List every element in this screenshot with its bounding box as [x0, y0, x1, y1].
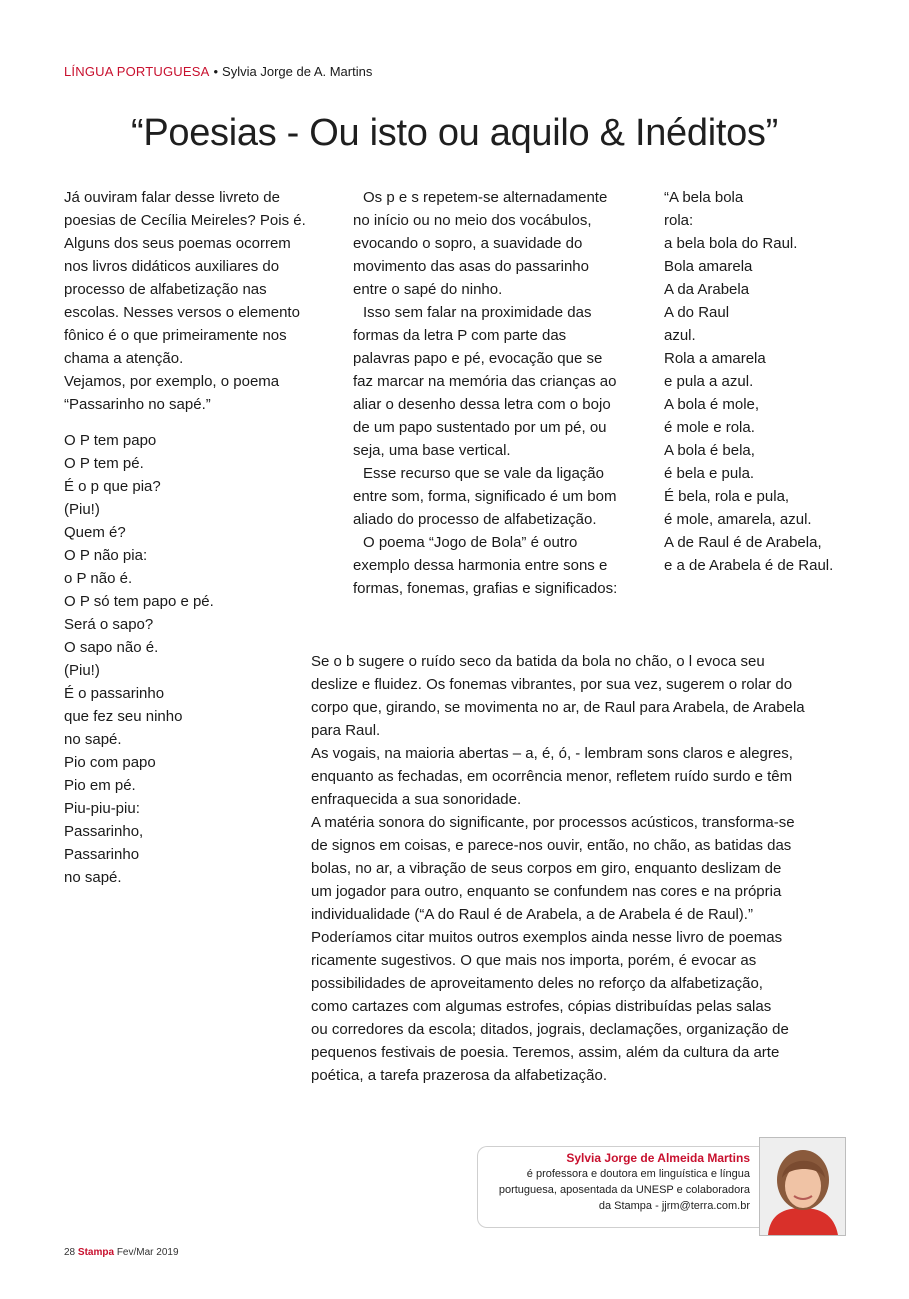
text-line: entre som, forma, significado é um bom [353, 488, 617, 505]
text-line: Quem é? [64, 524, 126, 541]
text-line: Alguns dos seus poemas ocorrem [64, 235, 291, 252]
text-line: um jogador para outro, enquanto se confundem nas cores e na própria [311, 883, 782, 900]
text-line: corpo que, girando, se movimenta no ar, de Raul para Arabela, de Arabela [311, 699, 805, 716]
text-line: é mole e rola. [664, 419, 755, 436]
text-line: pequenos festivais de poesia. Teremos, assim, além da cultura da arte [311, 1044, 780, 1061]
text-line: ou corredores da escola; ditados, jograis, declamações, organização de [311, 1021, 789, 1038]
text-line: como cartazes com algumas estrofes, cópias distribuídas pelas salas [311, 998, 772, 1015]
text-line: bolas, no ar, a vibração de seus corpos em giro, enquanto deslizam de [311, 860, 782, 877]
page-footer [64, 1247, 179, 1258]
text-line: e a de Arabela é de Raul. [664, 557, 834, 574]
poem-passarinho [64, 429, 314, 889]
text-line: A de Raul é de Arabela, [664, 534, 822, 551]
text-line: (Piu!) [64, 501, 100, 518]
text-line: As vogais, na maioria abertas – a, é, ó, - lembram sons claros e alegres, [311, 745, 793, 762]
text-line: no início ou no meio dos vocábulos, [353, 212, 592, 229]
text-line: A da Arabela [664, 281, 750, 298]
magazine-brand: Stampa [77, 1247, 115, 1258]
text-line: Isso sem falar na proximidade das [363, 304, 592, 321]
text-line: escolas. Nesses versos o elemento [64, 304, 300, 321]
text-line: seja, uma base vertical. [353, 442, 511, 459]
text-line: rola: [664, 212, 694, 229]
text-line: processo de alfabetização nas [64, 281, 267, 298]
column-1 [64, 186, 314, 889]
text-line: formas da letra P com parte das [353, 327, 567, 344]
text-line: portuguesa, aposentada da UNESP e colaboradora [498, 1184, 750, 1196]
paragraph [311, 811, 831, 926]
text-line: Bola amarela [664, 258, 753, 275]
text-line: Já ouviram falar desse livreto de [64, 189, 280, 206]
text-line: a bela bola do Raul. [664, 235, 798, 252]
text-line: O sapo não é. [64, 639, 159, 656]
text-line: É o passarinho [64, 685, 165, 702]
paragraph [353, 462, 635, 531]
text-line: exemplo dessa harmonia entre sons e [353, 557, 608, 574]
text-line: para Raul. [311, 722, 381, 739]
text-line: faz marcar na memória das crianças ao [353, 373, 617, 390]
text-line: Esse recurso que se vale da ligação [363, 465, 604, 482]
text-line: O P tem papo [64, 432, 157, 449]
intro-paragraph [64, 186, 314, 416]
column-2 [353, 186, 635, 600]
text-line: A bola é mole, [664, 396, 760, 413]
text-line: enfraquecida a sua sonoridade. [311, 791, 522, 808]
text-line: “A bela bola [664, 189, 744, 206]
text-line: é mole, amarela, azul. [664, 511, 812, 528]
text-line: deslize e fluidez. Os fonemas vibrantes, por sua vez, sugerem o rolar do [311, 676, 793, 693]
section-header [64, 64, 372, 79]
text-line: poética, a tarefa prazerosa da alfabetização. [311, 1067, 608, 1084]
author-bio [480, 1150, 750, 1214]
text-line: de um papo sustentado por um pé, ou [353, 419, 607, 436]
text-line: Pio com papo [64, 754, 156, 771]
text-line: o P não é. [64, 570, 133, 587]
text-line: Piu-piu-piu: [64, 800, 140, 817]
text-line: Será o sapo? [64, 616, 154, 633]
text-line: da Stampa - jjrm@terra.com.br [598, 1200, 750, 1212]
paragraph [353, 531, 635, 600]
text-line: chama a atenção. [64, 350, 184, 367]
text-line: fônico é o que primeiramente nos [64, 327, 287, 344]
bottom-text [311, 650, 831, 1087]
text-line: Pio em pé. [64, 777, 136, 794]
author-name: Sylvia Jorge de Almeida Martins [566, 1151, 750, 1165]
paragraph [311, 650, 831, 742]
text-line: O poema “Jogo de Bola” é outro [363, 534, 578, 551]
author-description [480, 1166, 750, 1214]
text-line: movimento das asas do passarinho [353, 258, 589, 275]
paragraph [353, 301, 635, 462]
text-line: É o p que pia? [64, 478, 161, 495]
paragraph [311, 742, 831, 811]
column-3 [664, 186, 864, 577]
text-line: A matéria sonora do significante, por processos acústicos, transforma-se [311, 814, 795, 831]
page-number: 28 [64, 1247, 76, 1258]
article-title: “Poesias - Ou isto ou aquilo & Inéditos” [130, 112, 778, 154]
text-line: poesias de Cecília Meireles? Pois é. [64, 212, 306, 229]
text-line: é bela e pula. [664, 465, 755, 482]
text-line: palavras papo e pé, evocação que se [353, 350, 603, 367]
text-line: ricamente sugestivos. O que mais nos importa, porém, é evocar as [311, 952, 757, 969]
text-line: enquanto as fechadas, em ocorrência menor, refletem ruído surdo e têm [311, 768, 793, 785]
text-line: que fez seu ninho [64, 708, 183, 725]
header-author: Sylvia Jorge de A. Martins [222, 64, 373, 79]
text-line: e pula a azul. [664, 373, 754, 390]
paragraph [353, 186, 635, 301]
text-line: A bola é bela, [664, 442, 755, 459]
text-line: O P só tem papo e pé. [64, 593, 214, 610]
text-line: Vejamos, por exemplo, o poema [64, 373, 280, 390]
text-line: Passarinho, [64, 823, 144, 840]
paragraph [311, 926, 831, 1087]
text-line: Passarinho [64, 846, 140, 863]
poem-jogo-de-bola [664, 186, 864, 577]
issue-date: Fev/Mar 2019 [116, 1247, 179, 1258]
text-line: de signos em coisas, e parece-nos ouvir, então, no chão, as batidas das [311, 837, 792, 854]
text-line: “Passarinho no sapé.” [64, 396, 211, 413]
text-line: no sapé. [64, 731, 122, 748]
text-line: A do Raul [664, 304, 730, 321]
text-line: Se o b sugere o ruído seco da batida da bola no chão, o l evoca seu [311, 653, 765, 670]
text-line: Os p e s repetem-se alternadamente [363, 189, 608, 206]
text-line: aliar o desenho dessa letra com o bojo [353, 396, 611, 413]
text-line: Poderíamos citar muitos outros exemplos ainda nesse livro de poemas [311, 929, 783, 946]
text-line: (Piu!) [64, 662, 100, 679]
text-line: aliado do processo de alfabetização. [353, 511, 597, 528]
text-line: entre o sapé do ninho. [353, 281, 503, 298]
text-line: evocando o sopro, a suavidade do [353, 235, 583, 252]
text-line: Rola a amarela [664, 350, 766, 367]
text-line: possibilidades de aproveitamento deles no reforço da alfabetização, [311, 975, 763, 992]
text-line: É bela, rola e pula, [664, 488, 790, 505]
text-line: O P não pia: [64, 547, 148, 564]
section-label: LÍNGUA PORTUGUESA [64, 64, 210, 79]
text-line: azul. [664, 327, 696, 344]
text-line: O P tem pé. [64, 455, 144, 472]
text-line: no sapé. [64, 869, 122, 886]
text-line: é professora e doutora em linguística e língua [526, 1168, 750, 1180]
text-line: formas, fonemas, grafias e significados: [353, 580, 618, 597]
header-separator: • [213, 64, 219, 79]
text-line: individualidade (“A do Raul é de Arabela, a de Arabela é de Raul).” [311, 906, 753, 923]
author-photo [759, 1137, 846, 1236]
text-line: nos livros didáticos auxiliares do [64, 258, 280, 275]
